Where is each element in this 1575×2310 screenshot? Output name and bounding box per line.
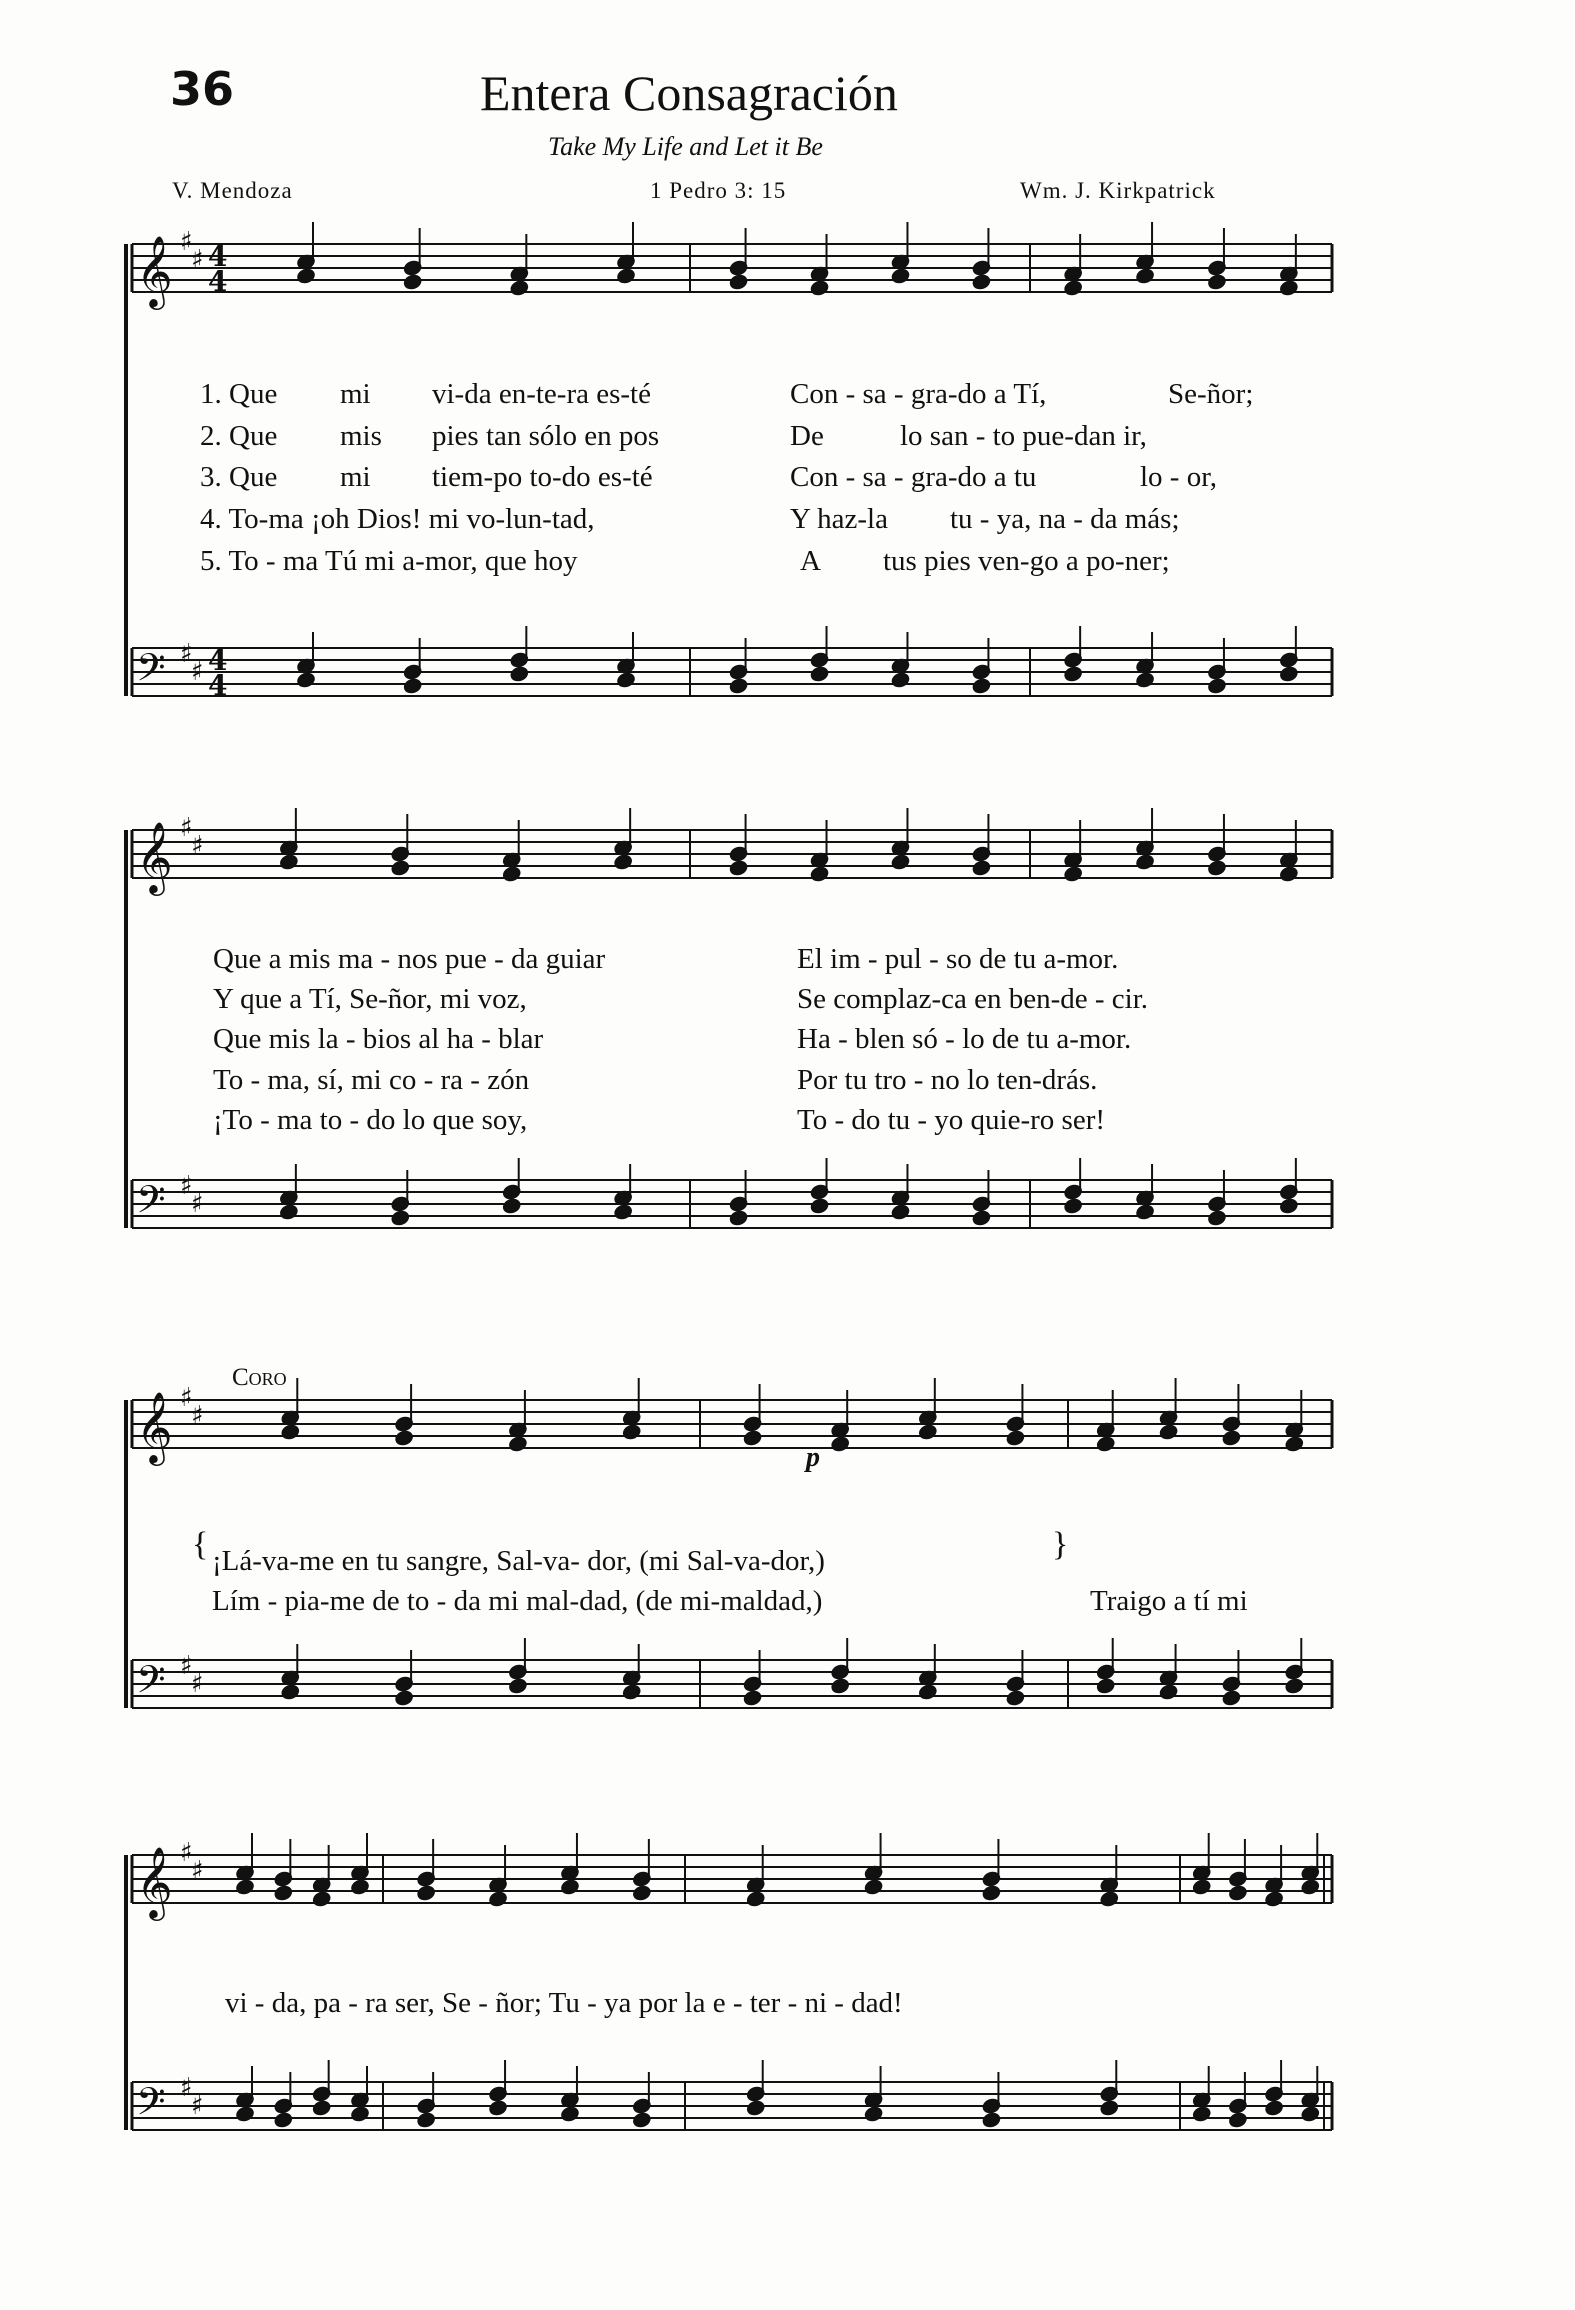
note-head [729, 678, 748, 695]
verse-2-part-a: 2. Que [200, 420, 278, 452]
note-head [279, 854, 298, 871]
note-head [508, 1436, 527, 1453]
note-head [1064, 280, 1083, 297]
note-head [622, 1424, 641, 1441]
sys2-line-2b: Se complaz-ca en ben-de - cir. [797, 983, 1149, 1015]
note-head [891, 1204, 910, 1221]
note-head [1207, 860, 1226, 877]
note-head [1006, 1430, 1025, 1447]
note-head [864, 1879, 883, 1896]
note-head [918, 1424, 937, 1441]
note-head [417, 1885, 436, 1902]
note-head [560, 2106, 579, 2123]
note-head [1222, 1430, 1241, 1447]
note-head [864, 2106, 883, 2123]
verse-2-part-b: mis [340, 420, 382, 452]
sys2-line-5a: ¡To - ma to - do lo que soy, [213, 1104, 528, 1136]
note-head [560, 1879, 579, 1896]
note-head [235, 1879, 254, 1896]
system-2-bass-clef: 𝄢 [136, 1177, 166, 1231]
note-head [1135, 854, 1154, 871]
note-head [746, 2100, 765, 2117]
system-3-bass-clef: 𝄢 [136, 1657, 166, 1711]
note-head [312, 2100, 331, 2117]
note-head [891, 854, 910, 871]
note-head [488, 2100, 507, 2117]
note-head [1279, 280, 1298, 297]
note-head [296, 672, 315, 689]
system-1-bass-clef: 𝄢 [136, 645, 166, 699]
note-head [502, 1198, 521, 1215]
verse-2-part-d: De [790, 420, 824, 452]
note-head [831, 1436, 850, 1453]
verse-3-part-a: 3. Que [200, 461, 278, 493]
note-head [1135, 268, 1154, 285]
note-head [810, 866, 829, 883]
note-head [1301, 1879, 1320, 1896]
note-head [1192, 1879, 1211, 1896]
verse-3-part-b: mi [340, 461, 371, 493]
verse-4-part-a: 4. To-ma ¡oh Dios! mi vo-lun-tad, [200, 503, 595, 535]
note-head [1192, 2106, 1211, 2123]
verse-5-part-a: 5. To - ma Tú mi a-mor, que hoy [200, 545, 578, 577]
verse-1-part-a: 1. Que [200, 378, 278, 410]
sharp-sign: ♯ [180, 813, 193, 843]
time-signature-bottom: 4 [208, 669, 228, 702]
note-head [1064, 666, 1083, 683]
sharp-sign: ♯ [191, 657, 204, 687]
note-head [395, 1690, 414, 1707]
verse-3-part-c: tiem-po to-do es-té [432, 461, 653, 493]
sys2-line-3b: Ha - blen só - lo de tu a-mor. [797, 1023, 1132, 1055]
note-head [508, 1678, 527, 1695]
note-head [810, 666, 829, 683]
note-head [1159, 1684, 1178, 1701]
note-head [622, 1684, 641, 1701]
sharp-sign: ♯ [191, 1189, 204, 1219]
sys2-line-1a: Que a mis ma - nos pue - da guiar [213, 943, 606, 975]
chorus-line-2-end: Traigo a tí mi [1090, 1585, 1248, 1617]
note-head [1265, 1891, 1284, 1908]
verse-1-part-c: vi-da en-te-ra es-té [432, 378, 651, 410]
note-head [1064, 866, 1083, 883]
note-head [632, 1885, 651, 1902]
system-2-treble-clef: 𝄞 [136, 820, 173, 893]
note-head [1100, 2100, 1119, 2117]
note-head [274, 2112, 293, 2129]
sharp-sign: ♯ [191, 2091, 204, 2121]
system-3-treble-clef: 𝄞 [136, 1390, 173, 1463]
note-head [918, 1684, 937, 1701]
note-head [616, 672, 635, 689]
verse-4-part-d: Y haz-la [790, 503, 888, 535]
sharp-sign: ♯ [191, 1401, 204, 1431]
note-head [1135, 1204, 1154, 1221]
time-signature-top: 4 [208, 644, 228, 677]
note-head [972, 1210, 991, 1227]
sharp-sign: ♯ [180, 2073, 193, 2103]
note-head [972, 274, 991, 291]
note-head [281, 1424, 300, 1441]
note-head [743, 1430, 762, 1447]
sys2-line-4b: Por tu tro - no lo ten-drás. [797, 1064, 1098, 1096]
sharp-sign: ♯ [191, 1669, 204, 1699]
note-head [1279, 666, 1298, 683]
sys2-line-1b: El im - pul - so de tu a-mor. [797, 943, 1119, 975]
verse-1-part-b: mi [340, 378, 371, 410]
note-head [972, 860, 991, 877]
note-head [235, 2106, 254, 2123]
note-head [831, 1678, 850, 1695]
note-head [1064, 1198, 1083, 1215]
chorus-line-1: ¡Lá-va-me en tu sangre, Sal-va- dor, (mi Sal-va-dor,) [212, 1545, 825, 1577]
chorus-final-line: vi - da, pa - ra ser, Se - ñor; Tu - ya por la e - ter - ni - dad! [225, 1987, 903, 2019]
verse-1-part-d: Con - sa - gra-do a Tí, [790, 378, 1047, 410]
note-head [1301, 2106, 1320, 2123]
hymn-title: Entera Consagración [480, 65, 898, 121]
note-head [1096, 1678, 1115, 1695]
note-head [279, 1204, 298, 1221]
note-head [1100, 1891, 1119, 1908]
note-head [746, 1891, 765, 1908]
note-head [312, 1891, 331, 1908]
chorus-brace-left-1: { [192, 1526, 209, 1563]
sharp-sign: ♯ [191, 245, 204, 275]
note-head [614, 854, 633, 871]
sys2-line-2a: Y que a Tí, Se-ñor, mi voz, [213, 983, 527, 1015]
staves [126, 222, 1332, 2133]
scripture-reference: 1 Pedro 3: 15 [650, 178, 787, 203]
verse-1-part-e: Se-ñor; [1168, 378, 1254, 410]
note-head [810, 1198, 829, 1215]
note-head [982, 1885, 1001, 1902]
hymn-subtitle: Take My Life and Let it Be [548, 132, 823, 161]
composer-credit: Wm. J. Kirkpatrick [1020, 178, 1216, 203]
note-head [729, 274, 748, 291]
note-head [1285, 1678, 1304, 1695]
note-head [1159, 1424, 1178, 1441]
system-4-treble-clef: 𝄞 [136, 1845, 173, 1918]
note-head [982, 2112, 1001, 2129]
verse-3-part-d: Con - sa - gra-do a tu [790, 461, 1037, 493]
sys2-line-3a: Que mis la - bios al ha - blar [213, 1023, 544, 1055]
sharp-sign: ♯ [191, 831, 204, 861]
note-head [1279, 866, 1298, 883]
note-head [274, 1885, 293, 1902]
note-head [891, 672, 910, 689]
sharp-sign: ♯ [191, 1856, 204, 1886]
verse-5-part-d: A [800, 545, 821, 577]
note-head [403, 678, 422, 695]
note-head [1135, 672, 1154, 689]
chorus-label: Coro [232, 1364, 287, 1391]
note-head [403, 274, 422, 291]
time-signature-top: 4 [208, 240, 228, 273]
note-head [1096, 1436, 1115, 1453]
note-head [395, 1430, 414, 1447]
sys2-line-5b: To - do tu - yo quie-ro ser! [797, 1104, 1106, 1136]
chorus-line-2: Lím - pia-me de to - da mi mal-dad, (de mi-maldad,) [212, 1585, 823, 1617]
note-head [350, 2106, 369, 2123]
note-head [729, 860, 748, 877]
time-signature-bottom: 4 [208, 265, 228, 298]
verse-4-part-e: tu - ya, na - da más; [950, 503, 1180, 535]
note-head [729, 1210, 748, 1227]
note-head [743, 1690, 762, 1707]
note-head [350, 1879, 369, 1896]
note-head [391, 1210, 410, 1227]
note-head [1006, 1690, 1025, 1707]
sys2-line-4a: To - ma, sí, mi co - ra - zón [213, 1064, 530, 1096]
note-head [488, 1891, 507, 1908]
note-head [1207, 1210, 1226, 1227]
note-head [510, 280, 529, 297]
note-head [1279, 1198, 1298, 1215]
note-head [1207, 274, 1226, 291]
note-head [417, 2112, 436, 2129]
note-head [891, 268, 910, 285]
verse-5-part-e: tus pies ven-go a po-ner; [883, 545, 1170, 577]
sharp-sign: ♯ [180, 227, 193, 257]
system-4-bass-clef: 𝄢 [136, 2079, 166, 2133]
note-head [502, 866, 521, 883]
note-head [1285, 1436, 1304, 1453]
note-head [281, 1684, 300, 1701]
note-head [972, 678, 991, 695]
note-head [810, 280, 829, 297]
note-head [1265, 2100, 1284, 2117]
verse-2-part-c: pies tan sólo en pos [432, 420, 660, 452]
note-head [1228, 2112, 1247, 2129]
note-head [632, 2112, 651, 2129]
note-head [1222, 1690, 1241, 1707]
note-head [296, 268, 315, 285]
sharp-sign: ♯ [180, 1651, 193, 1681]
verse-3-part-e: lo - or, [1140, 461, 1217, 493]
dynamic-marking: p [806, 1442, 820, 1473]
verse-2-part-e: lo san - to pue-dan ir, [900, 420, 1147, 452]
note-head [616, 268, 635, 285]
sharp-sign: ♯ [180, 1838, 193, 1868]
sharp-sign: ♯ [180, 1383, 193, 1413]
note-head [614, 1204, 633, 1221]
chorus-brace-right: } [1052, 1526, 1069, 1563]
note-head [391, 860, 410, 877]
hymn-number: 36 [170, 62, 235, 116]
note-head [510, 666, 529, 683]
note-head [1207, 678, 1226, 695]
sharp-sign: ♯ [180, 1171, 193, 1201]
author-credit: V. Mendoza [172, 178, 293, 203]
system-1-treble-clef: 𝄞 [136, 234, 173, 307]
note-head [1228, 1885, 1247, 1902]
sharp-sign: ♯ [180, 639, 193, 669]
